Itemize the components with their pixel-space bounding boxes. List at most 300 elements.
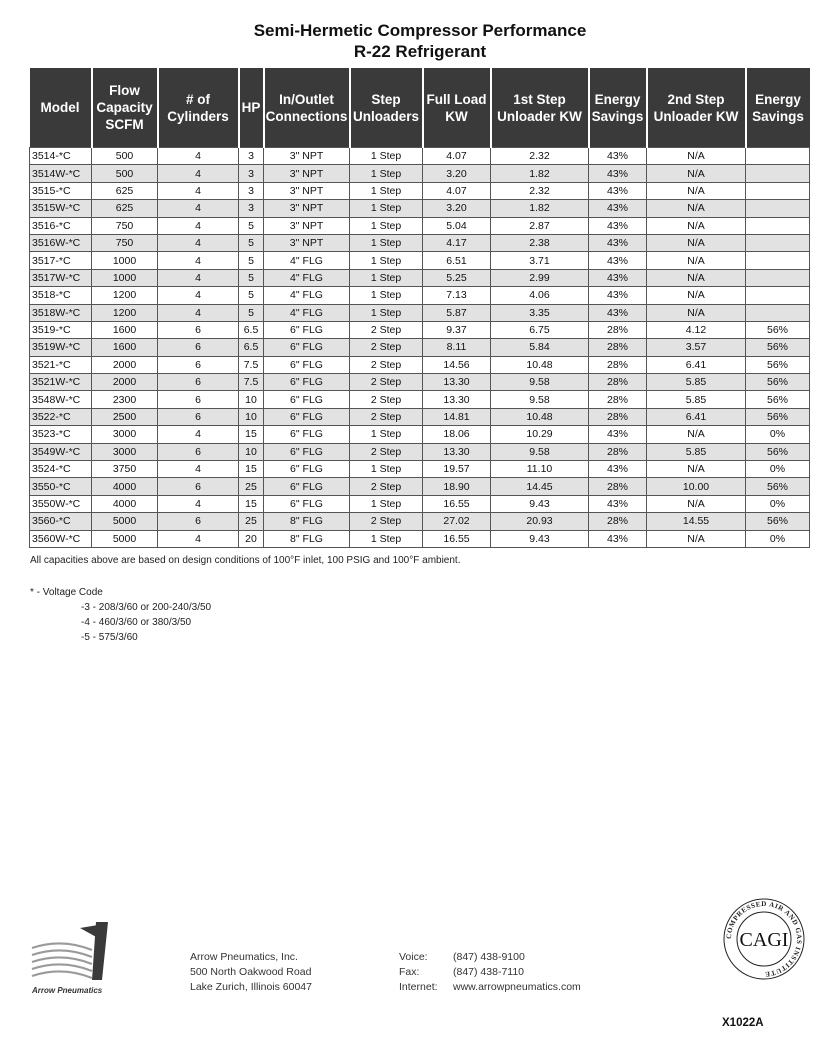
table-row [30,408,810,425]
table-row [30,269,810,286]
table-cell: 4000 [92,478,158,495]
table-cell [746,148,810,165]
table-cell: 43% [589,182,647,199]
table-cell: 6" FLG [264,356,350,373]
table-cell [746,234,810,251]
table-cell: 43% [589,269,647,286]
column-header: Step Unloaders [350,68,423,148]
table-cell: 56% [746,478,810,495]
table-cell: 1 Step [350,287,423,304]
table-cell: 6 [158,443,239,460]
table-cell: 9.58 [491,391,589,408]
table-row [30,443,810,460]
table-cell: 5.87 [423,304,491,321]
table-cell: 10.00 [647,478,746,495]
table-cell: 6.75 [491,321,589,338]
table-cell: 1000 [92,269,158,286]
table-cell: 4 [158,461,239,478]
model-cell: 3517W-*C [30,269,92,286]
model-cell: 3550-*C [30,478,92,495]
table-cell: 2 Step [350,408,423,425]
table-cell: 43% [589,304,647,321]
table-cell: N/A [647,287,746,304]
table-row [30,495,810,512]
table-row [30,217,810,234]
fax-value: (847) 438-7110 [453,966,525,978]
table-cell [746,200,810,217]
table-cell: 43% [589,217,647,234]
address-line-3: Lake Zurich, Illinois 60047 [190,981,312,993]
capacity-footnote: All capacities above are based on design conditions of 100°F inlet, 100 PSIG and 100°F ambient. [30,555,461,566]
table-cell: 28% [589,339,647,356]
table-cell: 10 [239,391,264,408]
table-cell: 9.43 [491,530,589,547]
table-cell: 1 Step [350,461,423,478]
model-cell: 3516W-*C [30,234,92,251]
table-cell: 25 [239,513,264,530]
table-cell: 13.30 [423,374,491,391]
table-cell: 1 Step [350,495,423,512]
table-cell: 2 Step [350,391,423,408]
table-cell: 10 [239,443,264,460]
table-cell: 5.04 [423,217,491,234]
table-cell [746,269,810,286]
table-cell: 3 [239,148,264,165]
table-cell: 2.32 [491,148,589,165]
table-cell [746,165,810,182]
table-cell: 16.55 [423,530,491,547]
table-cell: 4 [158,234,239,251]
table-cell: 4 [158,304,239,321]
model-cell: 3516-*C [30,217,92,234]
table-cell: 1000 [92,252,158,269]
table-cell: N/A [647,269,746,286]
table-row [30,165,810,182]
table-cell: 3.57 [647,339,746,356]
table-cell: 1 Step [350,252,423,269]
table-cell: 625 [92,182,158,199]
table-cell: 5 [239,304,264,321]
table-row [30,513,810,530]
table-cell: 6 [158,408,239,425]
table-cell: 18.90 [423,478,491,495]
table-cell: 3" NPT [264,148,350,165]
table-cell: 14.56 [423,356,491,373]
contact-voice [399,950,581,965]
table-cell: 4 [158,287,239,304]
table-cell: 6" FLG [264,321,350,338]
model-cell: 3550W-*C [30,495,92,512]
table-cell: 2 Step [350,374,423,391]
voice-value: (847) 438-9100 [453,951,525,963]
table-cell: N/A [647,461,746,478]
table-cell: 56% [746,374,810,391]
table-cell: 5 [239,287,264,304]
table-cell: 4 [158,182,239,199]
table-cell: 43% [589,148,647,165]
model-cell: 3514-*C [30,148,92,165]
model-cell: 3523-*C [30,426,92,443]
table-cell: 6.51 [423,252,491,269]
company-address [190,950,312,995]
column-header: 1st Step Unloader KW [491,68,589,148]
table-cell: 2 Step [350,321,423,338]
header-row [30,68,810,148]
table-cell: 9.37 [423,321,491,338]
voltage-code-3: -3 - 208/3/60 or 200-240/3/50 [81,602,212,613]
table-cell: 5000 [92,513,158,530]
table-cell: 43% [589,495,647,512]
table-cell: 0% [746,461,810,478]
table-cell: 4 [158,252,239,269]
table-cell: 5 [239,269,264,286]
model-cell: 3519W-*C [30,339,92,356]
table-row [30,356,810,373]
table-cell: 2000 [92,356,158,373]
table-cell: 6 [158,339,239,356]
column-header: Energy Savings [589,68,647,148]
table-cell: 5 [239,234,264,251]
title-line-2: R-22 Refrigerant [353,42,487,61]
table-row [30,148,810,165]
column-header: Full Load KW [423,68,491,148]
table-cell: 13.30 [423,391,491,408]
contact-fax [399,965,581,980]
table-cell: 0% [746,495,810,512]
table-cell: N/A [647,148,746,165]
voltage-code-block [30,585,211,645]
table-cell: 0% [746,426,810,443]
table-cell: 6 [158,513,239,530]
table-row [30,339,810,356]
table-cell: 8" FLG [264,513,350,530]
table-cell [746,182,810,199]
table-cell: 28% [589,374,647,391]
table-cell: 1200 [92,304,158,321]
table-cell: 750 [92,217,158,234]
table-cell [746,252,810,269]
table-cell: 28% [589,443,647,460]
table-cell: 11.10 [491,461,589,478]
table-cell: 14.81 [423,408,491,425]
document-code: X1022A [722,1017,764,1029]
table-cell: 3000 [92,426,158,443]
table-cell: 4 [158,165,239,182]
table-row [30,182,810,199]
table-row [30,252,810,269]
table-cell: 5000 [92,530,158,547]
model-cell: 3518W-*C [30,304,92,321]
table-cell: 6 [158,356,239,373]
table-cell: 4 [158,426,239,443]
voice-label: Voice: [399,951,428,963]
table-cell: 4" FLG [264,287,350,304]
table-row [30,200,810,217]
table-cell: 9.58 [491,374,589,391]
table-cell: 5.85 [647,374,746,391]
table-cell: 1.82 [491,165,589,182]
table-cell: 4.06 [491,287,589,304]
table-cell: 28% [589,513,647,530]
table-cell [746,217,810,234]
model-cell: 3518-*C [30,287,92,304]
table-cell: 625 [92,200,158,217]
table-cell: 56% [746,391,810,408]
table-cell: 56% [746,356,810,373]
table-cell: 3 [239,200,264,217]
column-header: Model [30,68,92,148]
table-cell: 4 [158,495,239,512]
column-header: In/Outlet Connections [264,68,350,148]
table-row [30,287,810,304]
table-cell: 2.32 [491,182,589,199]
table-cell: N/A [647,426,746,443]
table-cell: 4" FLG [264,304,350,321]
table-cell: 14.45 [491,478,589,495]
table-cell: 6" FLG [264,426,350,443]
column-header: # of Cylinders [158,68,239,148]
model-cell: 3522-*C [30,408,92,425]
table-cell: 6.41 [647,408,746,425]
table-row [30,391,810,408]
logo-text: Arrow Pneumatics [32,986,103,995]
table-cell: 3 [239,165,264,182]
table-cell: 2.38 [491,234,589,251]
table-cell: 56% [746,408,810,425]
table-cell: 2 Step [350,339,423,356]
table-cell: 2300 [92,391,158,408]
table-cell: 9.58 [491,443,589,460]
table-cell: 14.55 [647,513,746,530]
table-cell: N/A [647,165,746,182]
table-cell: N/A [647,530,746,547]
table-cell: 5 [239,217,264,234]
table-row [30,234,810,251]
table-cell: 6" FLG [264,391,350,408]
table-cell: 4 [158,269,239,286]
table-cell: 43% [589,426,647,443]
internet-value: www.arrowpneumatics.com [453,981,581,993]
model-cell: 3560-*C [30,513,92,530]
table-cell: 10.48 [491,408,589,425]
table-cell: 43% [589,200,647,217]
table-row [30,478,810,495]
table-cell: 2.87 [491,217,589,234]
table-cell: 10 [239,408,264,425]
table-cell: 4 [158,530,239,547]
table-cell: 5.85 [647,443,746,460]
table-cell: 500 [92,165,158,182]
table-cell: 3 [239,182,264,199]
performance-table [29,68,810,548]
table-cell: 1 Step [350,426,423,443]
table-cell: 750 [92,234,158,251]
table-row [30,304,810,321]
table-cell: 2 Step [350,356,423,373]
table-cell: 3" NPT [264,217,350,234]
table-cell: 2 Step [350,513,423,530]
table-cell: 4.07 [423,148,491,165]
table-cell: 6 [158,321,239,338]
table-cell: 3.20 [423,165,491,182]
table-cell: 3.35 [491,304,589,321]
table-cell: 2 Step [350,443,423,460]
table-cell: 1 Step [350,217,423,234]
table-cell: 8.11 [423,339,491,356]
table-cell: 1.82 [491,200,589,217]
model-cell: 3524-*C [30,461,92,478]
table-cell: N/A [647,234,746,251]
table-cell: 3" NPT [264,234,350,251]
column-header: 2nd Step Unloader KW [647,68,746,148]
table-cell: 15 [239,426,264,443]
table-cell [746,304,810,321]
table-cell: 28% [589,478,647,495]
table-cell: 7.13 [423,287,491,304]
table-cell: 1600 [92,321,158,338]
table-cell: 4" FLG [264,252,350,269]
model-cell: 3515-*C [30,182,92,199]
table-cell: 2 Step [350,478,423,495]
table-cell: 15 [239,495,264,512]
table-cell: N/A [647,200,746,217]
table-cell: 2.99 [491,269,589,286]
table-cell: 1 Step [350,269,423,286]
table-cell: 4" FLG [264,269,350,286]
cagi-center-text: CAGI [739,929,789,951]
model-cell: 3521W-*C [30,374,92,391]
table-cell: 18.06 [423,426,491,443]
internet-label: Internet: [399,981,438,993]
table-cell: 6" FLG [264,461,350,478]
table-cell: 5.25 [423,269,491,286]
table-cell: 20 [239,530,264,547]
table-cell: 6" FLG [264,339,350,356]
table-cell: 1 Step [350,200,423,217]
table-body [30,148,810,548]
table-row [30,374,810,391]
model-cell: 3515W-*C [30,200,92,217]
table-cell: 6.5 [239,321,264,338]
table-cell: 19.57 [423,461,491,478]
table-cell: 7.5 [239,356,264,373]
table-cell: 10.29 [491,426,589,443]
cagi-ring-text: COMPRESSED AIR AND GAS INSTITUTE [724,899,804,979]
table-cell: 6.5 [239,339,264,356]
table-cell: 6.41 [647,356,746,373]
table-cell: 4000 [92,495,158,512]
table-cell: 7.5 [239,374,264,391]
table-cell: 56% [746,513,810,530]
table-cell: 6" FLG [264,374,350,391]
model-cell: 3519-*C [30,321,92,338]
column-header: Energy Savings [746,68,810,148]
table-cell: 2000 [92,374,158,391]
table-cell: 27.02 [423,513,491,530]
table-cell: 3" NPT [264,200,350,217]
table-cell: 2500 [92,408,158,425]
table-cell: 1200 [92,287,158,304]
table-cell: 5.84 [491,339,589,356]
table-cell: 3000 [92,443,158,460]
table-row [30,321,810,338]
table-cell: 43% [589,234,647,251]
table-cell: 0% [746,530,810,547]
model-cell: 3521-*C [30,356,92,373]
table-cell: 6 [158,478,239,495]
table-cell: 6" FLG [264,495,350,512]
table-cell: 4 [158,217,239,234]
table-cell: 28% [589,408,647,425]
table-cell: 1 Step [350,148,423,165]
table-cell: 25 [239,478,264,495]
table-cell: 1 Step [350,165,423,182]
table-cell: 9.43 [491,495,589,512]
fax-label: Fax: [399,966,420,978]
table-cell: 8" FLG [264,530,350,547]
table-cell: 15 [239,461,264,478]
table-cell: 4.07 [423,182,491,199]
table-cell: 56% [746,321,810,338]
table-cell: N/A [647,217,746,234]
model-cell: 3560W-*C [30,530,92,547]
table-cell: 3.71 [491,252,589,269]
table-cell: 4 [158,200,239,217]
table-cell: 28% [589,391,647,408]
table-cell: N/A [647,304,746,321]
title-line-1: Semi-Hermetic Compressor Performance [253,21,587,40]
table-row [30,426,810,443]
company-contact [399,950,581,995]
address-line-1: Arrow Pneumatics, Inc. [190,951,298,963]
table-cell: 20.93 [491,513,589,530]
table-cell: 56% [746,339,810,356]
table-cell: N/A [647,182,746,199]
table-cell: 3750 [92,461,158,478]
table-cell: 16.55 [423,495,491,512]
model-cell: 3517-*C [30,252,92,269]
voltage-code-heading: * - Voltage Code [30,587,103,598]
table-cell: 43% [589,287,647,304]
table-cell: 1 Step [350,234,423,251]
table-cell: 6 [158,374,239,391]
table-cell: 43% [589,252,647,269]
table-cell: 1 Step [350,304,423,321]
model-cell: 3514W-*C [30,165,92,182]
model-cell: 3548W-*C [30,391,92,408]
contact-internet [399,980,581,995]
address-line-2: 500 North Oakwood Road [190,966,312,978]
table-cell: 3.20 [423,200,491,217]
table-cell: 6" FLG [264,443,350,460]
table-cell: N/A [647,252,746,269]
table-cell: 3" NPT [264,182,350,199]
table-cell: 6 [158,391,239,408]
page-title [0,20,840,62]
table-cell: 4.12 [647,321,746,338]
table-cell: N/A [647,495,746,512]
table-cell: 43% [589,165,647,182]
column-header: Flow Capacity SCFM [92,68,158,148]
table-cell: 1 Step [350,182,423,199]
table-cell: 500 [92,148,158,165]
voltage-code-5: -5 - 575/3/60 [81,632,138,643]
table-cell: 4.17 [423,234,491,251]
table-cell: 5 [239,252,264,269]
table-cell: 43% [589,461,647,478]
table-cell: 1600 [92,339,158,356]
model-cell: 3549W-*C [30,443,92,460]
